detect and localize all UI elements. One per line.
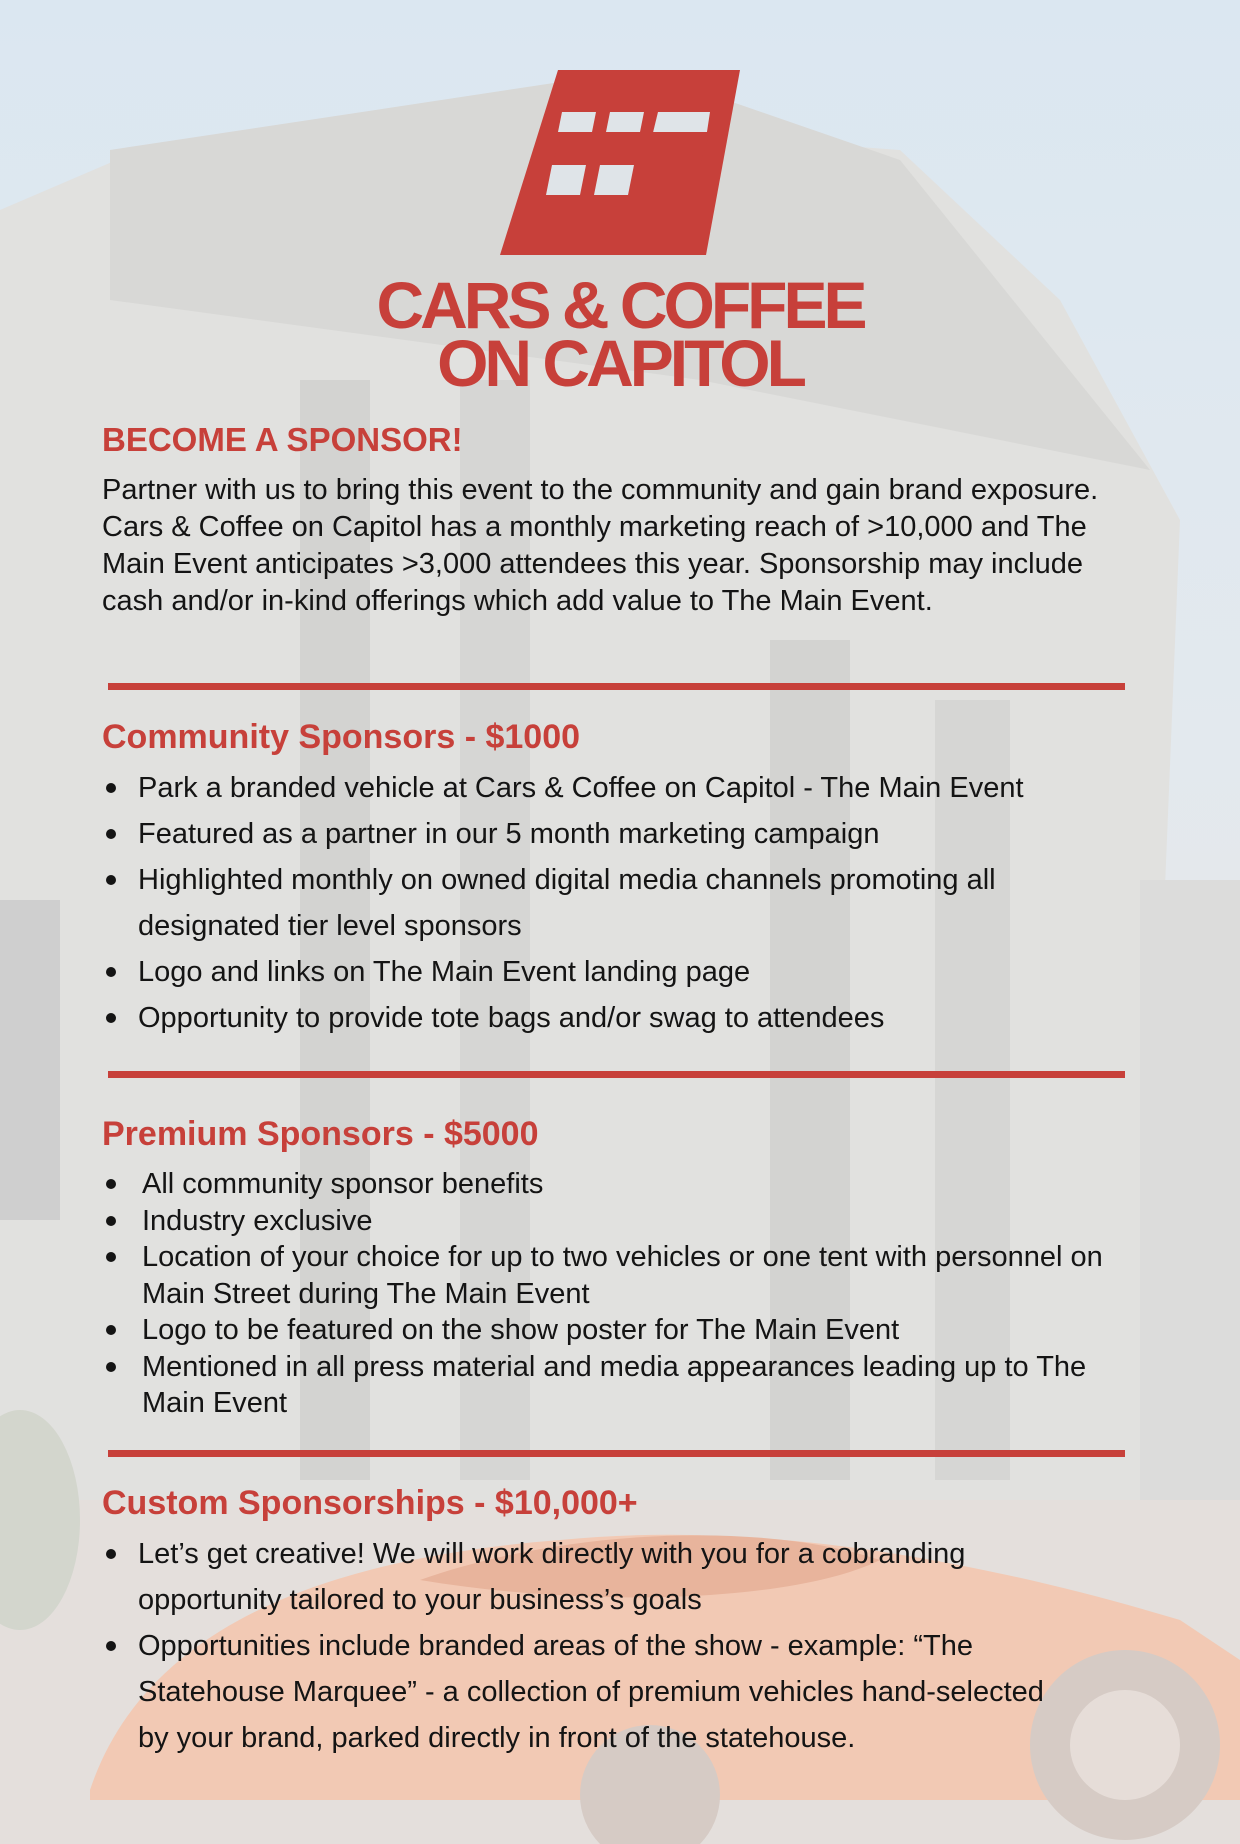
list-item: Location of your choice for up to two vehicles or one tent with personnel on Main Street during The Main Event bbox=[102, 1239, 1122, 1312]
list-item: All community sponsor benefits bbox=[102, 1166, 1122, 1203]
community-tier-heading: Community Sponsors - $1000 bbox=[102, 718, 581, 756]
list-item: Opportunities include branded areas of the show - example: “The Statehouse Marquee” - a collection of premium vehicles hand-selected by your brand, parked directly in front of the statehouse. bbox=[102, 1623, 1082, 1761]
list-item: Industry exclusive bbox=[102, 1203, 1122, 1240]
logo-wordmark-line2: ON CAPITOL bbox=[437, 326, 803, 400]
section-divider bbox=[108, 683, 1125, 690]
custom-benefits-list bbox=[102, 1531, 1082, 1761]
list-item: Mentioned in all press material and media appearances leading up to The Main Event bbox=[102, 1349, 1122, 1422]
community-benefits-list bbox=[102, 765, 1122, 1041]
custom-tier-heading: Custom Sponsorships - $10,000+ bbox=[102, 1484, 638, 1522]
list-item: Highlighted monthly on owned digital media channels promoting all designated tier level sponsors bbox=[102, 857, 1122, 949]
list-item: Park a branded vehicle at Cars & Coffee on Capitol - The Main Event bbox=[102, 765, 1122, 811]
cars-and-coffee-logo-icon bbox=[500, 70, 740, 255]
list-item: Let’s get creative! We will work directly with you for a cobranding opportunity tailored to your business’s goals bbox=[102, 1531, 1082, 1623]
section-divider bbox=[108, 1450, 1125, 1457]
list-item: Logo to be featured on the show poster for The Main Event bbox=[102, 1312, 1122, 1349]
list-item: Featured as a partner in our 5 month marketing campaign bbox=[102, 811, 1122, 857]
logo-wordmark-line1: CARS & COFFEE bbox=[376, 268, 864, 342]
intro-paragraph: Partner with us to bring this event to the community and gain brand exposure. Cars & Coffee on Capitol has a monthly marketing reach of >10,000 and The Main Event anticipates >3,000 attendees this year. Sponsorship may include cash and/or in-kind offerings which add value to The Main Event. bbox=[102, 474, 1099, 617]
list-item: Opportunity to provide tote bags and/or swag to attendees bbox=[102, 995, 1122, 1041]
premium-benefits-list bbox=[102, 1166, 1122, 1422]
list-item: Logo and links on The Main Event landing page bbox=[102, 949, 1122, 995]
intro-heading: BECOME A SPONSOR! bbox=[102, 421, 463, 458]
section-divider bbox=[108, 1071, 1125, 1078]
premium-tier-heading: Premium Sponsors - $5000 bbox=[102, 1115, 539, 1153]
